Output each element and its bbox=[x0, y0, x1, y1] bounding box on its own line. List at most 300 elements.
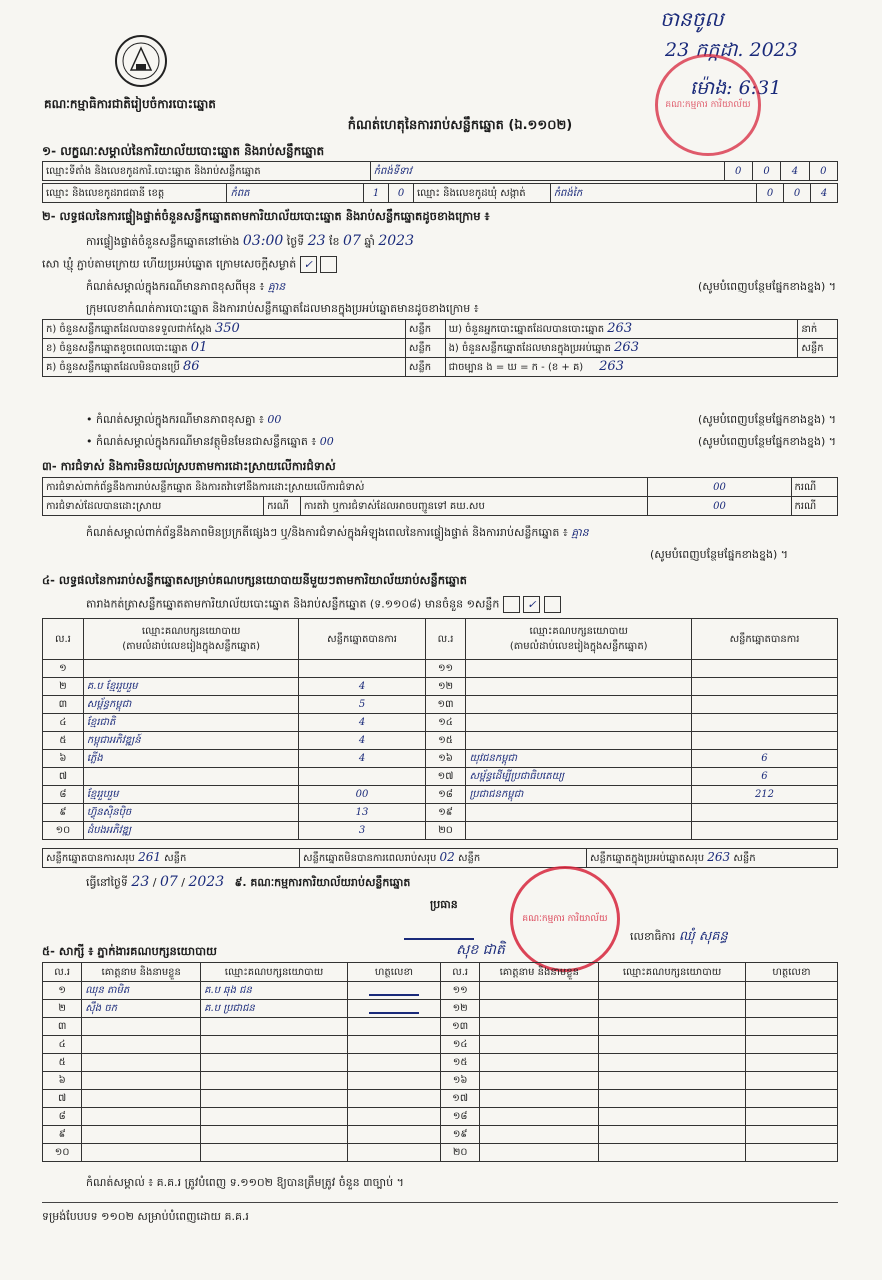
witness-name bbox=[82, 1126, 201, 1144]
witness-name bbox=[480, 1072, 599, 1090]
col-party-right: ឈ្មោះគណបក្សនយោបាយ bbox=[529, 626, 628, 637]
results-body bbox=[43, 660, 838, 840]
location-label: ឈ្មោះទីតាំង និងលេខកូដការិ.បោះឆ្នោត និងរាប់សន្លឹកឆ្នោត bbox=[43, 162, 371, 181]
w-col-no-right: ល.រ bbox=[441, 963, 480, 982]
row-no: ១៤ bbox=[425, 714, 466, 732]
witness-signature bbox=[745, 1018, 837, 1036]
secretary-block bbox=[630, 928, 728, 947]
witness-no: ១៩ bbox=[441, 1126, 480, 1144]
objection-row2-unit: ករណី bbox=[791, 497, 837, 516]
section3-note-label: កំណត់សម្គាល់ពាក់ព័ន្ធនឹងភាពមិនប្រក្រតីផ្សេងៗ ឬ/និងការជំទាស់ក្នុងអំឡុងពេលនៃការផ្ទៀងផ្ទាត់ និងការរាប់សន្លឹកឆ្នោត ៖ bbox=[86, 526, 568, 539]
row-no: ៤ bbox=[43, 714, 84, 732]
row-no: ១៥ bbox=[425, 732, 466, 750]
witness-name bbox=[82, 1108, 201, 1126]
count-e-value: 263 bbox=[614, 340, 639, 355]
chair-label: ប្រធាន bbox=[430, 898, 458, 911]
witness-no: ១១ bbox=[441, 982, 480, 1000]
row-no: ៨ bbox=[43, 786, 84, 804]
witness-table bbox=[42, 962, 838, 1162]
party-votes: 4 bbox=[299, 678, 425, 696]
fill-hint-3: (សូមបំពេញបន្ថែមផ្នែកខាងខ្នង) ។ bbox=[697, 435, 836, 448]
witness-party bbox=[599, 1036, 746, 1054]
witness-no: ១៤ bbox=[441, 1036, 480, 1054]
formula-value: 263 bbox=[599, 359, 624, 374]
party-name bbox=[466, 732, 692, 750]
section2-note bbox=[86, 280, 836, 296]
witness-name bbox=[480, 1018, 599, 1036]
witness-party bbox=[599, 1126, 746, 1144]
table-row bbox=[43, 678, 838, 696]
table-row bbox=[43, 714, 838, 732]
party-name bbox=[466, 696, 692, 714]
witness-party: គ.ប ឆុង ជន bbox=[201, 982, 348, 1000]
sum-invalid: 02 bbox=[439, 850, 455, 864]
objection-row1-value: 00 bbox=[648, 478, 791, 497]
sum-box-label: សន្លឹកឆ្នោតក្នុងប្រអប់ឆ្នោតសរុប bbox=[590, 853, 705, 864]
party-votes bbox=[691, 822, 837, 840]
table-row bbox=[43, 822, 838, 840]
different-checkbox[interactable] bbox=[320, 256, 337, 273]
row-no: ៦ bbox=[43, 750, 84, 768]
witness-no: ១ bbox=[43, 982, 82, 1000]
witness-name bbox=[82, 1018, 201, 1036]
witness-no: ១៦ bbox=[441, 1072, 480, 1090]
chair-name: សុខ ជាតិ bbox=[456, 942, 505, 958]
date-label: ធ្វើនៅថ្ងៃទី bbox=[86, 876, 128, 889]
party-votes bbox=[691, 696, 837, 714]
top-stamp-text: គណៈកម្មការ ការិយាល័យ bbox=[665, 99, 751, 110]
table-row bbox=[43, 768, 838, 786]
counts-table bbox=[42, 319, 838, 377]
party-votes: 6 bbox=[691, 750, 837, 768]
party-name bbox=[83, 660, 299, 678]
sum-valid-unit: សន្លឹក bbox=[164, 853, 187, 864]
count-b-value: 01 bbox=[190, 340, 208, 355]
w-col-sig-right: ហត្ថលេខា bbox=[745, 963, 837, 982]
row-no: ១ bbox=[43, 660, 84, 678]
sum-invalid-unit: សន្លឹក bbox=[457, 853, 481, 864]
committee-label: ៩. គណៈកម្មការការិយាល័យរាប់សន្លឹកឆ្នោត bbox=[234, 876, 411, 889]
signature-mark bbox=[369, 1004, 419, 1014]
witness-party bbox=[599, 1144, 746, 1162]
row-no: ១២ bbox=[425, 678, 466, 696]
witness-party bbox=[599, 1000, 746, 1018]
handwritten-date: 23 កក្កដា. 2023 bbox=[665, 39, 798, 61]
witness-signature bbox=[745, 1000, 837, 1018]
witness-name: ឈុន តាមិត bbox=[82, 982, 201, 1000]
witness-name bbox=[82, 1090, 201, 1108]
party-votes: 4 bbox=[299, 732, 425, 750]
table-row bbox=[43, 1090, 838, 1108]
witness-name bbox=[82, 1036, 201, 1054]
party-votes bbox=[299, 768, 425, 786]
table-row bbox=[43, 1072, 838, 1090]
count-d-value: 263 bbox=[607, 321, 633, 336]
party-name: យុវជនកម្ពុជា bbox=[466, 750, 692, 768]
province-label: ឈ្មោះ និងលេខកូដរាជធានី ខេត្ត bbox=[43, 184, 227, 203]
row-no: ១០ bbox=[43, 822, 84, 840]
row-no: ៥ bbox=[43, 732, 84, 750]
party-name: ប្រជាជនកម្ពុជា bbox=[466, 786, 692, 804]
witness-name bbox=[480, 1054, 599, 1072]
witness-signature bbox=[745, 1144, 837, 1162]
diff-note-1-value: 00 bbox=[267, 413, 282, 426]
party-votes bbox=[691, 678, 837, 696]
w-col-party-right: ឈ្មោះគណបក្សនយោបាយ bbox=[599, 963, 746, 982]
party-name bbox=[466, 822, 692, 840]
section4-title: ៤- លទ្ធផលនៃការរាប់សន្លឹកឆ្នោតសម្រាប់គណបក្សនយោបាយនីមួយៗតាមការិយាល័យរាប់សន្លឹកឆ្នោត bbox=[42, 573, 467, 587]
location-code-2: 0 bbox=[752, 162, 780, 181]
count-a-unit: សន្លឹក bbox=[405, 320, 445, 339]
date-year: 2023 bbox=[188, 874, 225, 890]
table-row bbox=[43, 1054, 838, 1072]
party-name bbox=[466, 714, 692, 732]
witness-signature bbox=[745, 1108, 837, 1126]
party-votes bbox=[691, 732, 837, 750]
witness-party bbox=[599, 1054, 746, 1072]
section2-line2 bbox=[42, 256, 337, 274]
party-name: សម្ព័ន្ធកម្ពុជា bbox=[83, 696, 299, 714]
emblem-icon bbox=[114, 34, 168, 88]
witness-no: ១៣ bbox=[441, 1018, 480, 1036]
col-party-sub-right: (តាមលំដាប់លេខរៀងក្នុងសន្លឹកឆ្នោត) bbox=[509, 641, 648, 652]
year-label: ឆ្នាំ bbox=[364, 235, 375, 248]
footer-text: ទម្រង់បែបបទ ១១០២ សម្រាប់បំពេញដោយ គ.គ.រ bbox=[42, 1210, 249, 1223]
w-col-party-left: ឈ្មោះគណបក្សនយោបាយ bbox=[201, 963, 348, 982]
row-no: ១៩ bbox=[425, 804, 466, 822]
count-a-label: ក) ចំនួនសន្លឹកឆ្នោតដែលបានទទួលជាក់ស្តែង bbox=[46, 324, 212, 335]
witness-no: ២០ bbox=[441, 1144, 480, 1162]
diff-note-label: កំណត់សម្គាល់ក្នុងករណីមានភាពខុសពីមុន ៖ bbox=[86, 280, 265, 293]
w-col-no-left: ល.រ bbox=[43, 963, 82, 982]
commune-code-2: 0 bbox=[784, 184, 811, 203]
table-row bbox=[43, 982, 838, 1000]
witness-party bbox=[201, 1036, 348, 1054]
witness-signature bbox=[347, 1054, 440, 1072]
counts-intro: ក្រុមលេខាកំណត់ការបោះឆ្នោត និងការរាប់សន្លឹកឆ្នោតដែលមានក្នុងប្រអប់ឆ្នោតមានដូចខាងក្រោម ៖ bbox=[86, 302, 479, 315]
witness-no: ៩ bbox=[43, 1126, 82, 1144]
count-c-value: 86 bbox=[183, 359, 200, 374]
objection-row2-value: 00 bbox=[648, 497, 791, 516]
row-no: ១១ bbox=[425, 660, 466, 678]
section2-line1 bbox=[86, 233, 836, 251]
col-no-right: ល.រ bbox=[425, 619, 466, 660]
witness-party: គ.ប ប្រជាជន bbox=[201, 1000, 348, 1018]
table-row bbox=[43, 1000, 838, 1018]
col-party-left: ឈ្មោះគណបក្សនយោបាយ bbox=[141, 626, 241, 637]
witness-signature bbox=[745, 982, 837, 1000]
signature-mark bbox=[369, 986, 419, 996]
diff-note-1-label: • កំណត់សម្គាល់ក្នុងករណីមានភាពខុសគ្នា ៖ bbox=[86, 413, 264, 426]
witness-signature bbox=[347, 1072, 440, 1090]
party-votes: 212 bbox=[691, 786, 837, 804]
w-col-name-right: គោត្តនាម និងនាមខ្លួន bbox=[480, 963, 599, 982]
verify-month: 07 bbox=[343, 233, 361, 249]
witness-party bbox=[201, 1054, 348, 1072]
section1-title: ១- លក្ខណៈសម្គាល់នៃការិយាល័យបោះឆ្នោត និងរាប់សន្លឹកឆ្នោត bbox=[42, 144, 325, 158]
province-code-1: 1 bbox=[364, 184, 389, 203]
date-month: 07 bbox=[159, 874, 178, 890]
witness-signature bbox=[347, 982, 440, 1000]
two-sheet-checkbox[interactable]: ✓ bbox=[523, 596, 540, 613]
sum-box: 263 bbox=[707, 850, 731, 864]
table-row bbox=[43, 1036, 838, 1054]
witness-party bbox=[599, 1108, 746, 1126]
section5-footnote: កំណត់សម្គាល់ ៖ គ.គ.រ ត្រូវបំពេញ ទ.១១០២ ឱ្យបានត្រឹមត្រូវ ចំនួន ៣ច្បាប់ ។ bbox=[86, 1176, 404, 1189]
witness-signature bbox=[347, 1144, 440, 1162]
party-votes: 4 bbox=[299, 714, 425, 732]
three-sheet-checkbox[interactable] bbox=[544, 596, 561, 613]
commune-code-3: 4 bbox=[811, 184, 838, 203]
party-votes: 13 bbox=[299, 804, 425, 822]
section5-title: ៥- សាក្សី ៖ ភ្នាក់ងារគណបក្សនយោបាយ bbox=[42, 944, 217, 958]
witness-signature bbox=[347, 1018, 440, 1036]
form-title: កំណត់ហេតុនៃការរាប់សន្លឹកឆ្នោត (ឯ.១១០២) bbox=[347, 118, 573, 133]
party-votes: 00 bbox=[299, 786, 425, 804]
count-c-unit: សន្លឹក bbox=[405, 358, 445, 377]
count-c-label: គ) ចំនួនសន្លឹកឆ្នោតដែលមិនបានប្រើ bbox=[46, 362, 180, 373]
witness-party bbox=[201, 1018, 348, 1036]
objection-row2-unit-a: ករណី bbox=[264, 497, 301, 516]
section3-note-value: គ្មាន bbox=[571, 526, 589, 539]
witness-party bbox=[201, 1072, 348, 1090]
witness-signature bbox=[347, 1090, 440, 1108]
witness-name bbox=[82, 1054, 201, 1072]
verify-day: 23 bbox=[307, 233, 326, 249]
witness-party bbox=[599, 1072, 746, 1090]
month-label: ខែ bbox=[329, 235, 340, 248]
party-votes bbox=[691, 804, 837, 822]
one-sheet-checkbox[interactable] bbox=[503, 596, 520, 613]
count-a-value: 350 bbox=[214, 321, 240, 336]
same-checkbox[interactable]: ✓ bbox=[300, 256, 317, 273]
fill-hint-2: (សូមបំពេញបន្ថែមផ្នែកខាងខ្នង) ។ bbox=[697, 413, 836, 426]
section2-title: ២- លទ្ធផលនៃការផ្ទៀងផ្ទាត់ចំនួនសន្លឹកឆ្នោតតាមការិយាល័យបោះឆ្នោត និងរាប់សន្លឹកឆ្នោតដូចខាងក្រោម ៖ bbox=[42, 209, 490, 223]
witness-signature bbox=[745, 1090, 837, 1108]
table-row bbox=[43, 1144, 838, 1162]
witness-party bbox=[201, 1108, 348, 1126]
col-party-sub-left: (តាមលំដាប់លេខរៀងក្នុងសន្លឹកឆ្នោត) bbox=[122, 641, 260, 652]
witness-no: ១៨ bbox=[441, 1108, 480, 1126]
col-votes-right: សន្លឹកឆ្នោតបានការ bbox=[691, 619, 837, 660]
committee-stamp-text: គណៈកម្មការ ការិយាល័យ bbox=[522, 913, 608, 924]
party-votes bbox=[691, 660, 837, 678]
party-name: ខ្មែរជាតិ bbox=[83, 714, 299, 732]
section3-title: ៣- ការជំទាស់ និងការមិនយល់ស្របតាមការដោះស្រាយលើការជំទាស់ bbox=[42, 459, 336, 473]
witness-no: ១២ bbox=[441, 1000, 480, 1018]
witness-party bbox=[599, 982, 746, 1000]
witness-no: ៨ bbox=[43, 1108, 82, 1126]
seal-text: សោ ឃ្មុំ ភ្ជាប់តាមក្រោយ ហើយប្រអប់ឆ្នោត ក្រោមសេចក្តីសម្ងាត់ bbox=[42, 257, 297, 271]
section4-intro-text: តារាងកត់ត្រាសន្លឹកឆ្នោតតាមការិយាល័យបោះឆ្នោត និងរាប់សន្លឹកឆ្នោត (ទ.១១០៨) មានចំនួន ១សន្លឹក bbox=[86, 597, 500, 611]
witness-no: ១៥ bbox=[441, 1054, 480, 1072]
date-day: 23 bbox=[131, 874, 150, 890]
location-value: កំពង់ទីទាវ bbox=[370, 162, 724, 181]
party-name: កម្ពុជាអភិវឌ្ឍន៍ bbox=[83, 732, 299, 750]
party-votes bbox=[299, 660, 425, 678]
commune-value: កំពង់កៃ bbox=[550, 184, 756, 203]
party-name: ដំបងអភិវឌ្ឍ bbox=[83, 822, 299, 840]
witness-party bbox=[201, 1090, 348, 1108]
row-no: ២០ bbox=[425, 822, 466, 840]
witness-no: ៣ bbox=[43, 1018, 82, 1036]
w-col-name-left: គោត្តនាម និងនាមខ្លួន bbox=[82, 963, 201, 982]
table-row bbox=[43, 1018, 838, 1036]
table-row bbox=[43, 732, 838, 750]
party-name: សម្ព័ន្ធដើម្បីប្រជាធិបតេយ្យ bbox=[466, 768, 692, 786]
party-votes bbox=[691, 714, 837, 732]
witness-no: ៤ bbox=[43, 1036, 82, 1054]
party-votes: 3 bbox=[299, 822, 425, 840]
diff-note-1 bbox=[86, 413, 836, 429]
results-table bbox=[42, 618, 838, 840]
witness-party bbox=[599, 1090, 746, 1108]
count-e-unit: សន្លឹក bbox=[798, 339, 838, 358]
witness-name bbox=[480, 1108, 599, 1126]
verify-year: 2023 bbox=[378, 233, 414, 249]
secretary-name: ឈុំ សុគន្ធ bbox=[678, 929, 728, 944]
party-votes: 4 bbox=[299, 750, 425, 768]
witness-signature bbox=[745, 1054, 837, 1072]
secretary-label: លេខាធិការ bbox=[630, 930, 676, 943]
witness-name bbox=[480, 1000, 599, 1018]
table-row bbox=[43, 1126, 838, 1144]
totals-table bbox=[42, 848, 838, 868]
commune-label: ឈ្មោះ និងលេខកូដឃុំ សង្កាត់ bbox=[414, 184, 551, 203]
witness-party bbox=[201, 1144, 348, 1162]
party-name: ខ្មែររួបរួម bbox=[83, 786, 299, 804]
witness-signature bbox=[745, 1126, 837, 1144]
row-no: ១៦ bbox=[425, 750, 466, 768]
table-row bbox=[43, 660, 838, 678]
w-col-sig-left: ហត្ថលេខា bbox=[347, 963, 440, 982]
witness-no: ២ bbox=[43, 1000, 82, 1018]
witness-no: ១០ bbox=[43, 1144, 82, 1162]
row-no: ១៧ bbox=[425, 768, 466, 786]
commune-code-1: 0 bbox=[757, 184, 784, 203]
objection-row1-label: ការជំទាស់ពាក់ព័ន្ធនឹងការរាប់សន្លឹកឆ្នោត និងការតវ៉ាទៅនឹងការដោះស្រាយលើការជំទាស់ bbox=[43, 478, 648, 497]
location-code-4: 0 bbox=[809, 162, 837, 181]
row-no: ៩ bbox=[43, 804, 84, 822]
location-code-1: 0 bbox=[724, 162, 752, 181]
count-d-unit: នាក់ bbox=[798, 320, 838, 339]
count-d-label: ឃ) ចំនួនអ្នកបោះឆ្នោតដែលបានបោះឆ្នោត bbox=[448, 324, 605, 335]
row-no: ១៨ bbox=[425, 786, 466, 804]
row-no: ១៣ bbox=[425, 696, 466, 714]
col-votes-left: សន្លឹកឆ្នោតបានការ bbox=[299, 619, 425, 660]
witness-no: ៧ bbox=[43, 1090, 82, 1108]
witness-no: ៥ bbox=[43, 1054, 82, 1072]
count-b-label: ខ) ចំនួនសន្លឹកឆ្នោតខូចពេលបោះឆ្នោត bbox=[46, 343, 188, 354]
row-no: ៣ bbox=[43, 696, 84, 714]
witness-name bbox=[480, 1090, 599, 1108]
witness-name bbox=[480, 1126, 599, 1144]
witness-name bbox=[480, 1036, 599, 1054]
witness-name bbox=[480, 982, 599, 1000]
diff-note-value: គ្មាន bbox=[267, 280, 286, 293]
fill-hint: (សូមបំពេញបន្ថែមផ្នែកខាងខ្នង) ។ bbox=[697, 280, 836, 293]
table-row bbox=[43, 1108, 838, 1126]
witness-party bbox=[599, 1018, 746, 1036]
row-no: ៧ bbox=[43, 768, 84, 786]
table-row bbox=[43, 786, 838, 804]
party-name bbox=[466, 678, 692, 696]
verify-time-label: ការផ្ទៀងផ្ទាត់ចំនួនសន្លឹកឆ្នោតនៅម៉ោង bbox=[86, 235, 240, 248]
sum-valid-label: សន្លឹកឆ្នោតបានការសរុប bbox=[46, 853, 135, 864]
witness-name bbox=[82, 1144, 201, 1162]
party-name bbox=[83, 768, 299, 786]
date-line: ធ្វើនៅថ្ងៃទី 23 / 07 / 2023 ៩. គណៈកម្មការការិយាល័យរាប់សន្លឹកឆ្នោត bbox=[86, 874, 411, 890]
party-name bbox=[466, 660, 692, 678]
sum-invalid-label: សន្លឹកឆ្នោតមិនបានការពេលរាប់សរុប bbox=[303, 853, 437, 864]
committee-stamp bbox=[510, 866, 620, 972]
witness-signature bbox=[347, 1000, 440, 1018]
section1-table-2 bbox=[42, 183, 838, 203]
party-name: គ.ប ខ្មែររួបរួម bbox=[83, 678, 299, 696]
table-row bbox=[43, 750, 838, 768]
table-row bbox=[43, 696, 838, 714]
row-no: ២ bbox=[43, 678, 84, 696]
party-name: ហ៊្វុនស៊ិនប៉ិច bbox=[83, 804, 299, 822]
count-b-unit: សន្លឹក bbox=[405, 339, 445, 358]
objection-table bbox=[42, 477, 838, 516]
witness-signature bbox=[745, 1036, 837, 1054]
witness-signature bbox=[347, 1126, 440, 1144]
handwritten-time: ម៉ោង: 6:31 bbox=[690, 77, 782, 99]
org-name: គណៈកម្មាធិការជាតិរៀបចំការបោះឆ្នោត bbox=[44, 97, 216, 111]
witness-no: ៦ bbox=[43, 1072, 82, 1090]
witness-party bbox=[201, 1126, 348, 1144]
chair-signature bbox=[404, 920, 474, 940]
location-code-3: 4 bbox=[781, 162, 809, 181]
witness-signature bbox=[347, 1108, 440, 1126]
party-votes: 6 bbox=[691, 768, 837, 786]
objection-row2-label: ការជំទាស់ដែលបានដោះស្រាយ bbox=[43, 497, 264, 516]
diff-note-2-label: • កំណត់សម្គាល់ក្នុងករណីមានវត្ថុមិនមែនជាសន្លឹកឆ្នោត ៖ bbox=[86, 435, 317, 448]
witness-signature bbox=[347, 1036, 440, 1054]
sum-valid: 261 bbox=[138, 850, 161, 864]
section1-table bbox=[42, 161, 838, 181]
sum-box-unit: សន្លឹក bbox=[733, 853, 756, 864]
witness-body bbox=[43, 982, 838, 1162]
witness-signature bbox=[745, 1072, 837, 1090]
section3-note bbox=[86, 526, 836, 542]
party-name bbox=[466, 804, 692, 822]
witness-name: ស៊ឹង ចក bbox=[82, 1000, 201, 1018]
count-e-label: ង) ចំនួនសន្លឹកឆ្នោតដែលមានក្នុងប្រអប់ឆ្នោត bbox=[448, 343, 611, 354]
top-stamp bbox=[655, 54, 761, 156]
handwritten-received: ចានចូល bbox=[660, 7, 724, 31]
witness-name bbox=[480, 1144, 599, 1162]
objection-row1-unit: ករណី bbox=[791, 478, 837, 497]
witness-no: ១៧ bbox=[441, 1090, 480, 1108]
formula: ជាចម្បាន ង = ឃ = ក - (ខ + គ) bbox=[448, 362, 584, 373]
party-name: ភ្លើង bbox=[83, 750, 299, 768]
day-label: ថ្ងៃទី bbox=[286, 235, 305, 248]
col-no-left: ល.រ bbox=[43, 619, 84, 660]
objection-row2-label-b: ការតវ៉ា ឬការជំទាស់ដែលអាចបញ្ជូនទៅ គឃ.សប bbox=[300, 497, 648, 516]
verify-time: 03:00 bbox=[242, 233, 284, 249]
diff-note-2 bbox=[86, 435, 836, 451]
diff-note-2-value: 00 bbox=[319, 435, 334, 448]
table-row bbox=[43, 804, 838, 822]
province-value: កំពត bbox=[227, 184, 364, 203]
party-votes: 5 bbox=[299, 696, 425, 714]
province-code-2: 0 bbox=[389, 184, 414, 203]
witness-name bbox=[82, 1072, 201, 1090]
section4-intro bbox=[86, 596, 561, 614]
footer-divider bbox=[42, 1202, 838, 1203]
